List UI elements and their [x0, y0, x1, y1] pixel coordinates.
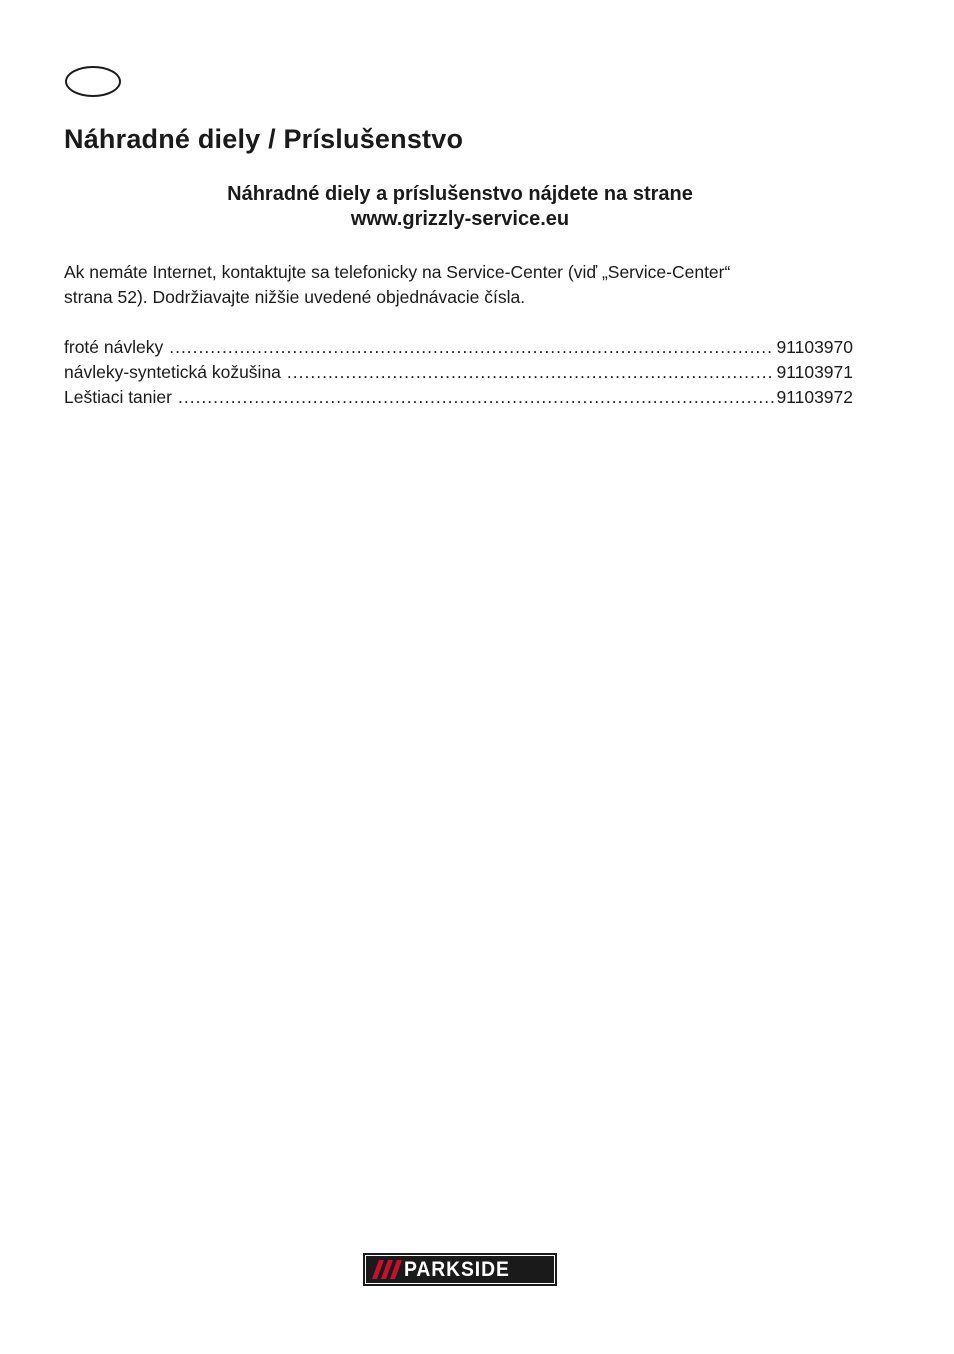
dot-leader — [169, 335, 774, 360]
list-item — [64, 335, 853, 360]
part-name: froté návleky — [64, 337, 164, 357]
highlight-notice — [64, 182, 856, 232]
logo-stripes-icon — [366, 1256, 404, 1283]
part-number: 91103971 — [776, 362, 853, 382]
page-title: Náhradné diely / Príslušenstvo — [64, 124, 464, 154]
list-item — [64, 385, 853, 410]
part-number: 91103970 — [776, 337, 853, 357]
part-name: Leštiaci tanier — [64, 387, 172, 407]
service-url-link[interactable]: www.grizzly-service.eu — [350, 208, 570, 230]
intro-line-1: Ak nemáte Internet, kontaktujte sa telefonicky na Service-Center (viď „Service-Center“ — [64, 262, 731, 282]
list-item — [64, 360, 853, 385]
dot-leader — [178, 385, 774, 410]
dot-leader — [287, 360, 775, 385]
parkside-logo — [363, 1253, 557, 1286]
highlight-line-1: Náhradné diely a príslušenstvo nájdete na strane — [227, 183, 693, 205]
part-number: 91103972 — [776, 387, 853, 407]
language-badge — [65, 66, 121, 97]
intro-paragraph — [64, 260, 856, 310]
logo-text: PARKSIDE — [404, 1258, 510, 1281]
intro-line-2: strana 52). Dodržiavajte nižšie uvedené objednávacie čísla. — [64, 287, 526, 307]
parts-list — [64, 335, 853, 410]
part-name: návleky-syntetická kožušina — [64, 362, 281, 382]
